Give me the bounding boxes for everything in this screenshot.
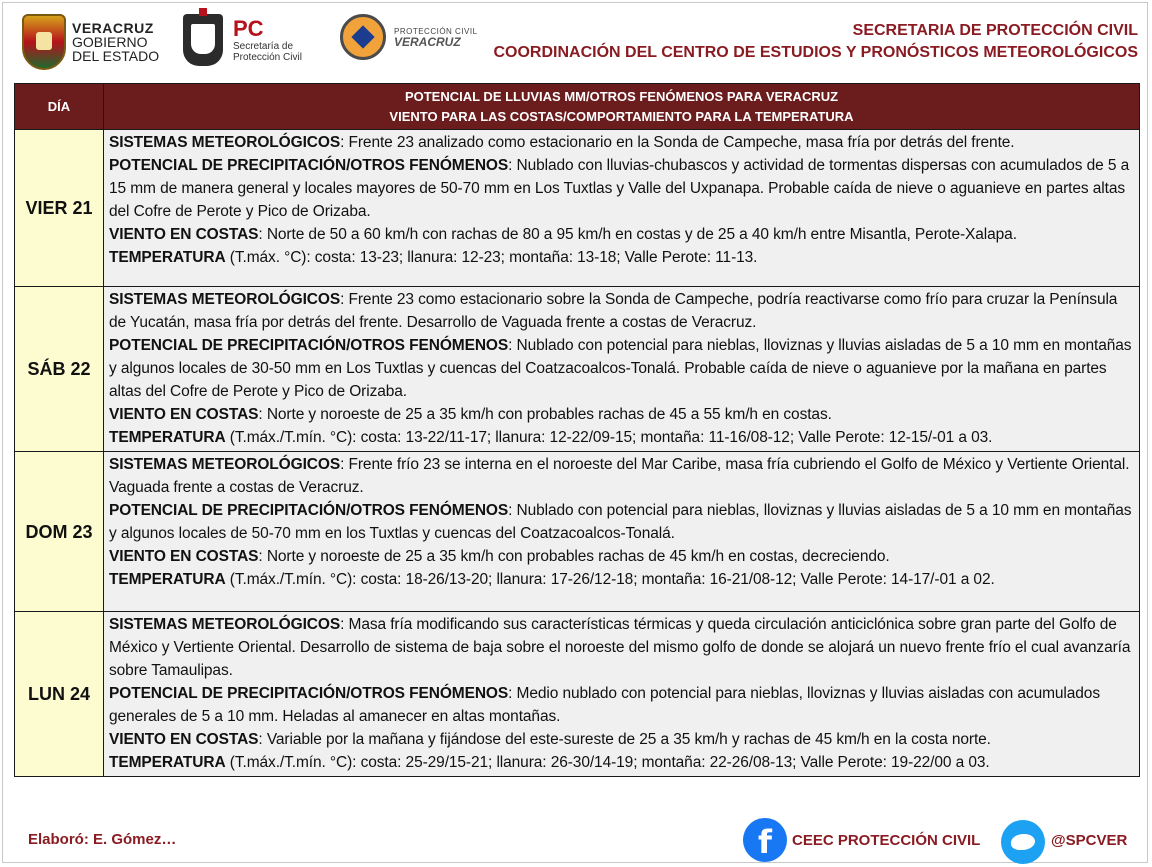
precip-text: : Medio nublado con potencial para nieblas, lloviznas y lluvias aisladas con acumulados generales de 5 a 10 mm. Heladas al amanecer en altas montañas.: [109, 685, 1100, 725]
viento-paragraph: [109, 545, 1135, 568]
viento-paragraph: [109, 223, 1135, 246]
table-row: [15, 612, 1140, 777]
temp-paragraph: [109, 426, 1135, 449]
column-header-forecast: [104, 84, 1140, 130]
forecast-cell: [104, 612, 1140, 777]
day-cell: VIER 21: [15, 130, 104, 287]
precip-label: POTENCIAL DE PRECIPITACIÓN/OTROS FENÓMENOS: [109, 685, 509, 702]
sistemas-label: SISTEMAS METEOROLÓGICOS: [109, 616, 341, 633]
pc-logo-line1: Secretaría de: [233, 41, 294, 52]
day-cell: DOM 23: [15, 452, 104, 612]
table-row: [15, 130, 1140, 287]
pc-logo-abbr: PC: [233, 16, 264, 41]
precip-paragraph: [109, 154, 1135, 223]
precip-text: : Nublado con potencial para nieblas, lloviznas y lluvias aisladas de 5 a 10 mm en montañas y algunos locales de 30-50 mm en Los Tuxtlas y cuencas del Coatzacoalcos-Tonalá. Probable caída de nieve o aguanieve por la mañana en partes altas del Cofre de Perote y Pico de Orizaba.: [109, 337, 1132, 400]
temp-text: (T.máx. °C): costa: 13-23; llanura: 12-23; montaña: 13-18; Valle Perote: 11-13.: [225, 249, 758, 266]
twitter-icon[interactable]: [1001, 820, 1045, 864]
temp-text: (T.máx./T.mín. °C): costa: 18-26/13-20; llanura: 17-26/12-18; montaña: 16-21/08-12; Valle Perote: 14-17/-01 a 02.: [225, 571, 995, 588]
sistemas-label: SISTEMAS METEOROLÓGICOS: [109, 291, 341, 308]
temp-text: (T.máx./T.mín. °C): costa: 25-29/15-21; llanura: 26-30/14-19; montaña: 22-26/08-13; Valle Perote: 19-22/00 a 03.: [225, 754, 990, 771]
pc-logo-line2: Protección Civil: [233, 52, 302, 63]
sistemas-paragraph: [109, 453, 1135, 499]
civil-protection-emblem-icon: [340, 14, 386, 60]
author-credit: Elaboró: E. Gómez…: [28, 831, 177, 848]
temp-label: TEMPERATURA: [109, 754, 226, 771]
facebook-label[interactable]: CEEC PROTECCIÓN CIVIL: [792, 832, 981, 849]
viento-text: : Norte de 50 a 60 km/h con rachas de 80 a 95 km/h en costas y de 25 a 40 km/h entre Misantla, Perote-Xalapa.: [258, 226, 1017, 243]
viento-label: VIENTO EN COSTAS: [109, 548, 259, 565]
pc-emblem-icon: [183, 14, 223, 66]
table-row: [15, 452, 1140, 612]
precip-paragraph: [109, 682, 1135, 728]
sistemas-paragraph: [109, 613, 1135, 682]
column-header-forecast-line2: VIENTO PARA LAS COSTAS/COMPORTAMIENTO PARA LA TEMPERATURA: [389, 108, 854, 124]
temp-label: TEMPERATURA: [109, 429, 226, 446]
day-cell: LUN 24: [15, 612, 104, 777]
precip-paragraph: [109, 334, 1135, 403]
table-header-row: [15, 84, 1140, 130]
veracruz-logo-line2: GOBIERNO: [72, 34, 148, 50]
viento-text: : Norte y noroeste de 25 a 35 km/h con probables rachas de 45 km/h en costas, decreciendo.: [258, 548, 890, 565]
viento-label: VIENTO EN COSTAS: [109, 406, 259, 423]
twitter-label[interactable]: @SPCVER: [1051, 832, 1128, 849]
pcv-logo-line1: PROTECCIÓN CIVIL: [394, 27, 478, 36]
precip-label: POTENCIAL DE PRECIPITACIÓN/OTROS FENÓMENOS: [109, 337, 509, 354]
forecast-table: [14, 83, 1140, 777]
precip-label: POTENCIAL DE PRECIPITACIÓN/OTROS FENÓMENOS: [109, 502, 509, 519]
sistemas-paragraph: [109, 131, 1135, 154]
organization-title: [493, 20, 1138, 64]
proteccion-civil-veracruz-logo: [340, 14, 478, 60]
veracruz-logo-line3: DEL ESTADO: [72, 48, 160, 64]
precip-paragraph: [109, 499, 1135, 545]
forecast-cell: [104, 452, 1140, 612]
org-title-line2: COORDINACIÓN DEL CENTRO DE ESTUDIOS Y PRONÓSTICOS METEOROLÓGICOS: [493, 44, 1138, 61]
veracruz-government-logo: [22, 14, 159, 70]
veracruz-shield-icon: [22, 14, 66, 70]
precip-text: : Nublado con potencial para nieblas, lloviznas y lluvias aisladas de 5 a 10 mm en montañas y algunos locales de 50-70 mm en los Tuxtlas y cuencas del Coatzacoalcos-Tonalá.: [109, 502, 1132, 542]
viento-label: VIENTO EN COSTAS: [109, 226, 259, 243]
column-header-forecast-line1: POTENCIAL DE LLUVIAS MM/OTROS FENÓMENOS PARA VERACRUZ: [404, 88, 839, 104]
sistemas-text: : Frente 23 analizado como estacionario en la Sonda de Campeche, masa fría por detrás del frente.: [340, 134, 1015, 151]
temp-label: TEMPERATURA: [109, 249, 226, 266]
facebook-icon[interactable]: f: [743, 818, 787, 862]
sistemas-label: SISTEMAS METEOROLÓGICOS: [109, 134, 341, 151]
sistemas-text: : Frente frío 23 se interna en el noroeste del Mar Caribe, masa fría cubriendo el Golfo de México y Vertiente Oriental. Vaguada frente a costas de Veracruz.: [109, 456, 1130, 496]
forecast-cell: [104, 130, 1140, 287]
temp-paragraph: [109, 751, 1135, 774]
pc-secretaria-logo: [183, 14, 302, 66]
viento-paragraph: [109, 403, 1135, 426]
temp-paragraph: [109, 568, 1135, 591]
sistemas-paragraph: [109, 288, 1135, 334]
viento-text: : Norte y noroeste de 25 a 35 km/h con probables rachas de 45 a 55 km/h en costas.: [258, 406, 832, 423]
sistemas-label: SISTEMAS METEOROLÓGICOS: [109, 456, 341, 473]
viento-paragraph: [109, 728, 1135, 751]
precip-text: : Nublado con lluvias-chubascos y actividad de tormentas dispersas con acumulados de 5 a 15 mm de manera general y locales mayores de 50-70 mm en Los Tuxtlas y Valle del Uxpanapa. Probable caída de nieve o aguanieve en partes altas del Cofre de Perote y Pico de Orizaba.: [109, 157, 1130, 220]
table-row: [15, 287, 1140, 452]
forecast-cell: [104, 287, 1140, 452]
column-header-day: DÍA: [15, 84, 104, 130]
org-title-line1: SECRETARIA DE PROTECCIÓN CIVIL: [852, 22, 1138, 39]
viento-label: VIENTO EN COSTAS: [109, 731, 259, 748]
precip-label: POTENCIAL DE PRECIPITACIÓN/OTROS FENÓMENOS: [109, 157, 509, 174]
pcv-logo-line2: VERACRUZ: [394, 35, 461, 49]
temp-paragraph: [109, 246, 1135, 269]
temp-label: TEMPERATURA: [109, 571, 226, 588]
viento-text: : Variable por la mañana y fijándose del este-sureste de 25 a 35 km/h y rachas de 45 km/h en la costa norte.: [258, 731, 991, 748]
veracruz-logo-line1: VERACRUZ: [72, 20, 154, 36]
day-cell: SÁB 22: [15, 287, 104, 452]
sistemas-text: : Frente 23 como estacionario sobre la Sonda de Campeche, podría reactivarse como frío para cruzar la Península de Yucatán, masa fría por detrás del frente. Desarrollo de Vaguada frente a costas de Veracruz.: [109, 291, 1118, 331]
sistemas-text: : Masa fría modificando sus características térmicas y queda circulación anticiclónica sobre gran parte del Golfo de México y Vertiente Oriental. Desarrollo de sistema de baja sobre el noroeste del mismo golfo de donde se alojará un nuevo frente frío el cual avanzaría sobre Tamaulipas.: [109, 616, 1131, 679]
temp-text: (T.máx./T.mín. °C): costa: 13-22/11-17; llanura: 12-22/09-15; montaña: 11-16/08-12; Valle Perote: 12-15/-01 a 03.: [225, 429, 993, 446]
